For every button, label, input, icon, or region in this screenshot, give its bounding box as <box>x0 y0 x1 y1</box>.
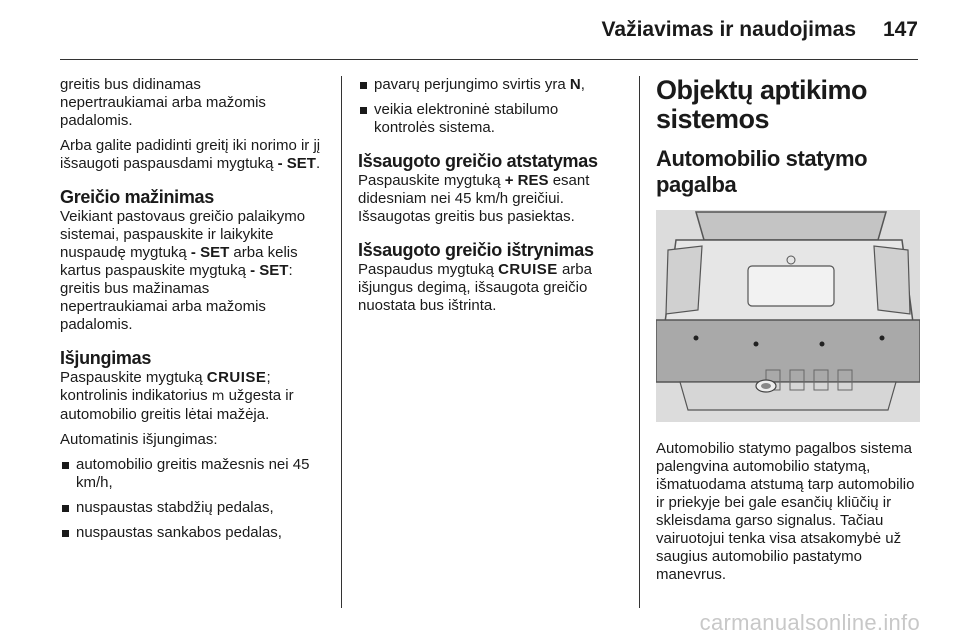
list-item: pavarų perjungimo svirtis yra N, <box>358 76 623 94</box>
auto-off-label: Automatinis išjungimas: <box>60 431 218 448</box>
auto-off-list <box>60 456 330 542</box>
section-title: Objektų aptikimo sistemos <box>656 75 868 134</box>
watermark: carmanualsonline.info <box>699 610 920 635</box>
heading-clear: Išsaugoto greičio ištrynimas <box>358 240 594 260</box>
page-number: 147 <box>882 18 918 41</box>
parking-assist-description: Automobilio statymo pagalbos sistema palengvina automobilio statymą, išmatuodama atstumą tarp automobilio ir priekyje bei gale esančių kliūčių ir skleisdama garso signalus. Tačiau vairuotojui tenka visa atsakomybė už saugius automobilio pastatymo manevrus. <box>656 440 915 583</box>
restore-paragraph: Paspauskite mygtuką + RES esant didesniam nei 45 km/h greičiui. Išsaugotas greitis bus pasiektas. <box>358 172 590 225</box>
clear-paragraph: Paspaudus mygtuką CRUISE arba išjungus degimą, išsaugota greičio nuostata bus ištrinta. <box>358 261 592 314</box>
intro-paragraph: greitis bus didinamas nepertraukiamai arba mažomis padalomis. <box>60 76 266 129</box>
list-item: veikia elektroninė stabilumo kontrolės sistema. <box>358 101 623 137</box>
list-item: nuspaustas stabdžių pedalas, <box>60 499 330 517</box>
header-title: Važiavimas ir naudojimas <box>601 18 856 41</box>
decrease-paragraph: Veikiant pastovaus greičio palaikymo sistemai, paspauskite ir laikykite nuspaudę mygtuką - SET arba kelis kartus paspauskite mygtuką - SET: greitis bus mažinamas nepertraukiamai arba mažomis padalomis. <box>60 208 306 333</box>
column-divider-2 <box>639 76 640 608</box>
subsection-title: Automobilio statymo pagalba <box>656 146 868 197</box>
heading-decrease: Greičio mažinimas <box>60 187 214 207</box>
column-divider-1 <box>341 76 342 608</box>
car-rear-illustration <box>656 210 920 422</box>
key-set: - SET <box>277 155 316 172</box>
page-header <box>0 0 960 60</box>
increase-paragraph: Arba galite padidinti greitį iki norimo ir jį išsaugoti paspausdami mygtuką - SET. <box>60 137 321 172</box>
off-paragraph: Paspauskite mygtuką CRUISE; <box>60 369 271 386</box>
heading-off: Išjungimas <box>60 348 152 368</box>
indicator-paragraph: kontrolinis indikatorius m užgesta ir automobilio greitis lėtai mažėja. <box>60 387 294 423</box>
list-item: nuspaustas sankabos pedalas, <box>60 524 330 542</box>
column-2 <box>358 76 623 322</box>
header-rule <box>60 59 918 60</box>
auto-off-list-cont <box>358 76 623 137</box>
heading-restore: Išsaugoto greičio atstatymas <box>358 151 598 171</box>
column-1 <box>60 76 330 549</box>
key-res: + RES <box>504 172 549 189</box>
column-3 <box>656 76 922 591</box>
key-cruise: CRUISE <box>206 369 267 386</box>
cruise-indicator-icon: m <box>211 389 225 404</box>
list-item: automobilio greitis mažesnis nei 45 km/h, <box>60 456 330 492</box>
